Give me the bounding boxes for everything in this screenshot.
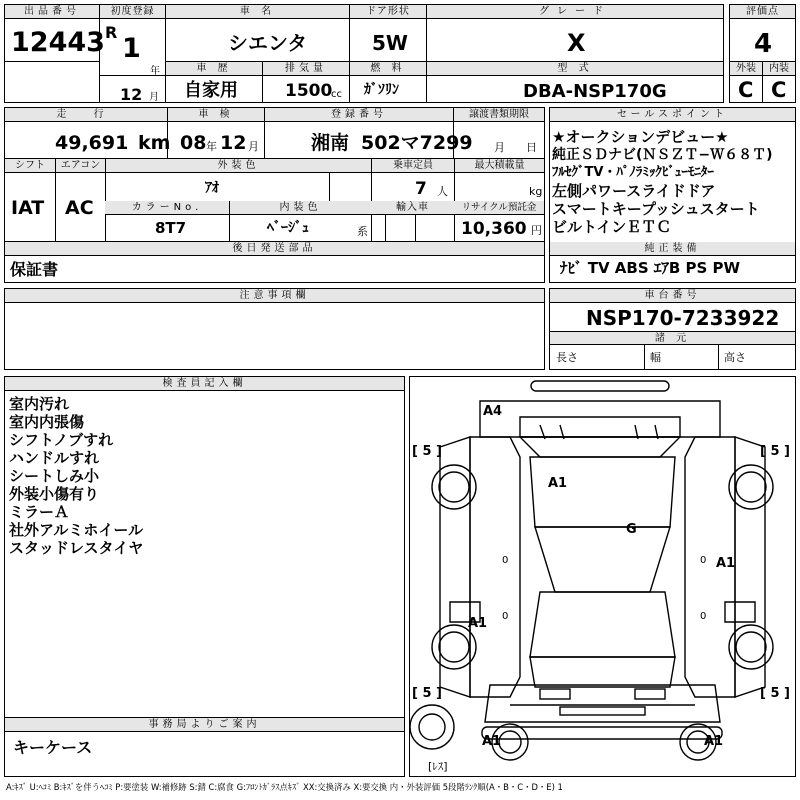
recycle-fee-unit: 円 — [531, 224, 542, 237]
tire-mark: 0 — [502, 611, 509, 622]
grade: X — [567, 29, 586, 57]
sales-point: 純正ＳＤナビ(ＮＳＺＴ−Ｗ６８Ｔ) — [552, 147, 773, 163]
transfer-month-unit: 月 — [494, 141, 505, 154]
inspection-box — [167, 107, 265, 159]
damage-mark-a1-right: A1 — [716, 556, 736, 571]
displacement-unit: cc — [331, 89, 342, 100]
genuine-equipment-header: 純正装備 — [550, 242, 795, 256]
registration-box — [264, 107, 473, 159]
door-type: 5W — [372, 31, 408, 55]
sales-point: 左側パワースライドドア — [552, 182, 716, 200]
fuel: ｶﾞｿﾘﾝ — [364, 82, 399, 98]
color-no-header: カラーNo. — [105, 201, 229, 215]
spec-grid — [4, 158, 545, 242]
registration-number: 502マ7299 — [361, 132, 473, 154]
lot-number-header: 出品番号 — [5, 5, 99, 19]
front-bumper-shape — [485, 685, 720, 722]
divider — [415, 215, 416, 241]
history-box — [165, 61, 263, 103]
interior-score: C — [771, 78, 787, 102]
car-name-box — [165, 4, 350, 62]
exterior-score-box — [729, 61, 763, 103]
inspection-month: 12 — [220, 132, 247, 154]
damage-mark-a1-front-right: A1 — [704, 734, 724, 749]
lot-number-blank — [4, 61, 100, 103]
chassis-box — [549, 288, 796, 370]
first-registration-month: 12 — [120, 85, 143, 104]
divider — [329, 173, 330, 201]
office-box — [4, 717, 405, 777]
exterior-score-header: 外装 — [730, 62, 762, 76]
first-registration-year: 1 — [122, 33, 141, 64]
transfer-deadline-header: 譲渡書類期限 — [454, 108, 544, 122]
inspector-note: ミラーＡ — [9, 503, 70, 521]
height-label: 高さ — [724, 351, 746, 364]
first-registration-era: R — [105, 23, 118, 42]
inspector-header: 検査員記入欄 — [5, 377, 404, 391]
office-header: 事務局よりご案内 — [5, 718, 404, 732]
notes-box — [4, 288, 545, 370]
grade-box — [426, 4, 724, 62]
shift-header: シフト — [5, 159, 55, 173]
score-box — [729, 4, 796, 62]
car-outline-svg — [410, 377, 795, 776]
right-mirror-shape — [725, 602, 755, 622]
later-parts-box — [4, 241, 545, 283]
divider — [718, 345, 719, 369]
inspector-note: スタッドレスタイヤ — [9, 539, 144, 557]
score-header: 評価点 — [730, 5, 795, 19]
damage-mark-a1-roof: A1 — [548, 476, 568, 491]
registration-area: 湘南 — [311, 132, 350, 154]
damage-mark-a1-left: A1 — [468, 616, 488, 631]
recycle-header: リサイクル預託金 — [454, 201, 544, 215]
windshield-shape — [535, 527, 670, 592]
divider — [55, 173, 56, 241]
inspector-note: 外装小傷有り — [9, 485, 100, 503]
inspector-note: 社外アルミホイール — [9, 521, 144, 539]
tire-tread-rear-left: [ 5 ] — [412, 444, 442, 459]
tire-tread-rear-right: [ 5 ] — [760, 444, 790, 459]
inspector-note: 室内汚れ — [9, 395, 70, 413]
tire-mark: 0 — [700, 611, 707, 622]
mileage-unit: km — [138, 132, 171, 154]
inspection-month-unit: 月 — [248, 140, 259, 153]
damage-mark-a4: A4 — [483, 404, 503, 419]
rear-panel-shape — [480, 401, 720, 437]
office-notes: キーケース — [13, 738, 93, 757]
divider — [229, 201, 230, 241]
divider — [100, 75, 166, 76]
sales-point: ビルトインＥＴＣ — [552, 218, 672, 236]
inspection-header: 車 検 — [168, 108, 264, 122]
spare-tire-label: [ﾚｽ] — [428, 760, 448, 773]
mileage: 49,691 — [55, 132, 129, 154]
left-side-shape — [470, 437, 520, 697]
car-name: シエンタ — [228, 31, 308, 55]
inspection-year: 08 — [180, 132, 207, 154]
displacement-header: 排気量 — [263, 62, 349, 76]
sales-point: ★オークションデビュー★ — [552, 128, 729, 146]
interior-color: ﾍﾞｰｼﾞｭ — [267, 220, 309, 236]
genuine-equipment: ﾅﾋﾞ TV ABS ｴｱB PS PW — [560, 259, 741, 277]
hood-shape — [530, 592, 675, 657]
overall-score: 4 — [754, 29, 773, 59]
damage-mark-a1-front-left: A1 — [482, 734, 502, 749]
mileage-header: 走 行 — [5, 108, 167, 122]
car-name-header: 車 名 — [166, 5, 349, 19]
first-registration-box — [99, 4, 166, 103]
model-code-header: 型 式 — [427, 62, 723, 76]
fuel-box — [349, 61, 427, 103]
dimensions-header: 諸 元 — [550, 331, 795, 345]
chassis-header: 車台番号 — [550, 289, 795, 303]
car-diagram — [409, 376, 796, 777]
fuel-header: 燃 料 — [350, 62, 426, 76]
interior-score-box — [762, 61, 796, 103]
damage-legend: A:ｷｽﾞ U:ﾍｺﾐ B:ｷｽﾞを伴うﾍｺﾐ P:要塗装 W:補修跡 S:錆 C:腐食 G:ﾌﾛﾝﾄｶﾞﾗｽ点ｷｽﾞ XX:交換済み X:要交換 内・外装評価 5段階ﾗﾝｸ順(A・B・C・D・E) 1 — [6, 782, 563, 792]
tire-tread-front-left: [ 5 ] — [412, 686, 442, 701]
sales-point: ﾌﾙｾｸﾞTV・ﾊﾟﾉﾗﾐｯｸﾋﾞｭｰﾓﾆﾀｰ — [552, 165, 714, 180]
model-code: DBA-NSP170G — [523, 81, 667, 102]
first-registration-year-unit: 年 — [150, 66, 160, 77]
tire-mark: 0 — [502, 555, 509, 566]
chassis-number: NSP170-7233922 — [586, 306, 780, 330]
capacity-header: 乗車定員 — [371, 159, 454, 173]
door-box — [349, 4, 427, 62]
inspection-year-unit: 年 — [206, 140, 217, 153]
inspector-box — [4, 376, 405, 718]
transfer-deadline-box — [453, 107, 545, 159]
registration-header: 登録番号 — [265, 108, 453, 122]
exterior-color: ｱｵ — [205, 180, 219, 196]
model-code-box — [426, 61, 724, 103]
import-header: 輸入車 — [371, 201, 454, 215]
capacity: 7 — [415, 179, 427, 199]
inspector-note: 室内内張傷 — [9, 413, 85, 431]
recycle-fee: 10,360 — [461, 219, 527, 239]
width-label: 幅 — [650, 351, 661, 364]
mileage-box — [4, 107, 171, 159]
grade-header: グレード — [427, 5, 723, 19]
inspector-note: シートしみ小 — [9, 467, 100, 485]
max-load-unit: kg — [529, 185, 543, 198]
history-header: 車 歴 — [166, 62, 262, 76]
ext-color-header: 外装色 — [105, 159, 371, 173]
displacement-box — [262, 61, 350, 103]
tire-mark: 0 — [700, 555, 707, 566]
rear-bumper-shape — [531, 381, 669, 391]
later-parts: 保証書 — [10, 260, 59, 279]
interior-color-suffix: 系 — [357, 225, 368, 238]
shift: IAT — [11, 197, 45, 219]
tire-tread-front-right: [ 5 ] — [760, 686, 790, 701]
lot-number: 12443 — [11, 27, 105, 58]
aircon-header: エアコン — [55, 159, 105, 173]
door-header: ドア形状 — [350, 5, 426, 19]
capacity-unit: 人 — [437, 185, 448, 198]
damage-mark-g: G — [626, 522, 637, 537]
color-number: 8T7 — [155, 219, 187, 237]
sales-points-header: セールスポイント — [550, 108, 795, 122]
notes-header: 注意事項欄 — [5, 289, 544, 303]
inspector-note: シフトノブすれ — [9, 431, 114, 449]
sales-points-list — [552, 128, 773, 236]
divider — [644, 345, 645, 369]
inspector-notes-list — [9, 395, 143, 557]
exterior-score: C — [738, 78, 754, 102]
inspector-note: ハンドルすれ — [9, 449, 100, 467]
first-registration-month-unit: 月 — [149, 92, 159, 103]
first-registration-header: 初度登録 — [100, 5, 165, 19]
sales-point: スマートキープッシュスタート — [552, 200, 760, 218]
roof-shape — [530, 457, 675, 527]
lot-number-box — [4, 4, 105, 62]
divider — [385, 215, 386, 241]
length-label: 長さ — [556, 351, 578, 364]
later-parts-header: 後日発送部品 — [5, 242, 544, 256]
transfer-day-unit: 日 — [526, 141, 537, 154]
interior-score-header: 内装 — [763, 62, 795, 76]
sales-points-box — [549, 107, 796, 283]
int-color-header: 内装色 — [229, 201, 371, 215]
displacement: 1500 — [285, 81, 333, 101]
aircon: AC — [65, 197, 94, 219]
max-load-header: 最大積載量 — [454, 159, 544, 173]
car-history: 自家用 — [184, 80, 238, 101]
